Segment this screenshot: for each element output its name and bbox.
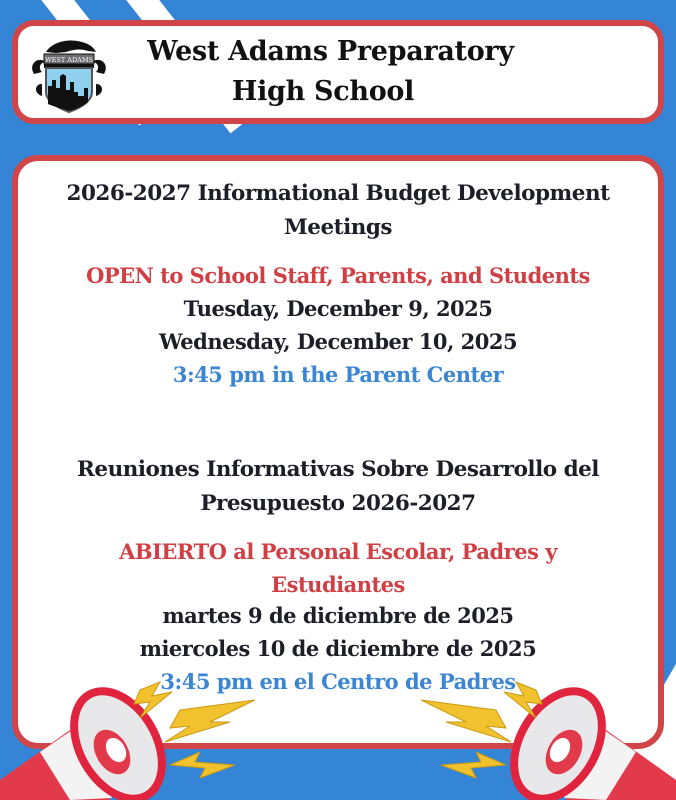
header-banner [12, 20, 664, 124]
english-time-location: 3:45 pm in the Parent Center [172, 362, 504, 387]
english-heading-line2: Meetings [283, 215, 393, 240]
english-date-2: Wednesday, December 10, 2025 [158, 329, 518, 354]
english-details [18, 259, 658, 391]
spanish-heading [18, 453, 658, 521]
spanish-heading-line1: Reuniones Informativas Sobre Desarrollo del [77, 457, 599, 482]
megaphone-icon [0, 670, 270, 800]
english-heading [18, 177, 658, 245]
school-crest-icon [28, 34, 110, 114]
spanish-audience-line2: Estudiantes [271, 572, 405, 597]
english-date-1: Tuesday, December 9, 2025 [183, 296, 493, 321]
school-name-line1: West Adams Preparatory [147, 36, 514, 67]
school-name-line2: High School [231, 76, 415, 107]
spanish-audience-line1: ABIERTO al Personal Escolar, Padres y [119, 539, 557, 564]
english-heading-line1: 2026-2027 Informational Budget Development [66, 181, 610, 206]
spanish-heading-line2: Presupuesto 2026-2027 [200, 491, 476, 516]
spanish-audience [18, 535, 658, 601]
spanish-date-2: miercoles 10 de diciembre de 2025 [139, 636, 537, 661]
svg-text:WEST ADAMS: WEST ADAMS [45, 56, 93, 64]
spanish-time-location: 3:45 pm en el Centro de Padres [160, 669, 516, 694]
announcement-card [12, 155, 664, 749]
megaphone-icon [400, 670, 676, 800]
english-audience: OPEN to School Staff, Parents, and Students [86, 263, 590, 288]
school-name [118, 32, 648, 112]
spanish-date-1: martes 9 de diciembre de 2025 [162, 603, 514, 628]
